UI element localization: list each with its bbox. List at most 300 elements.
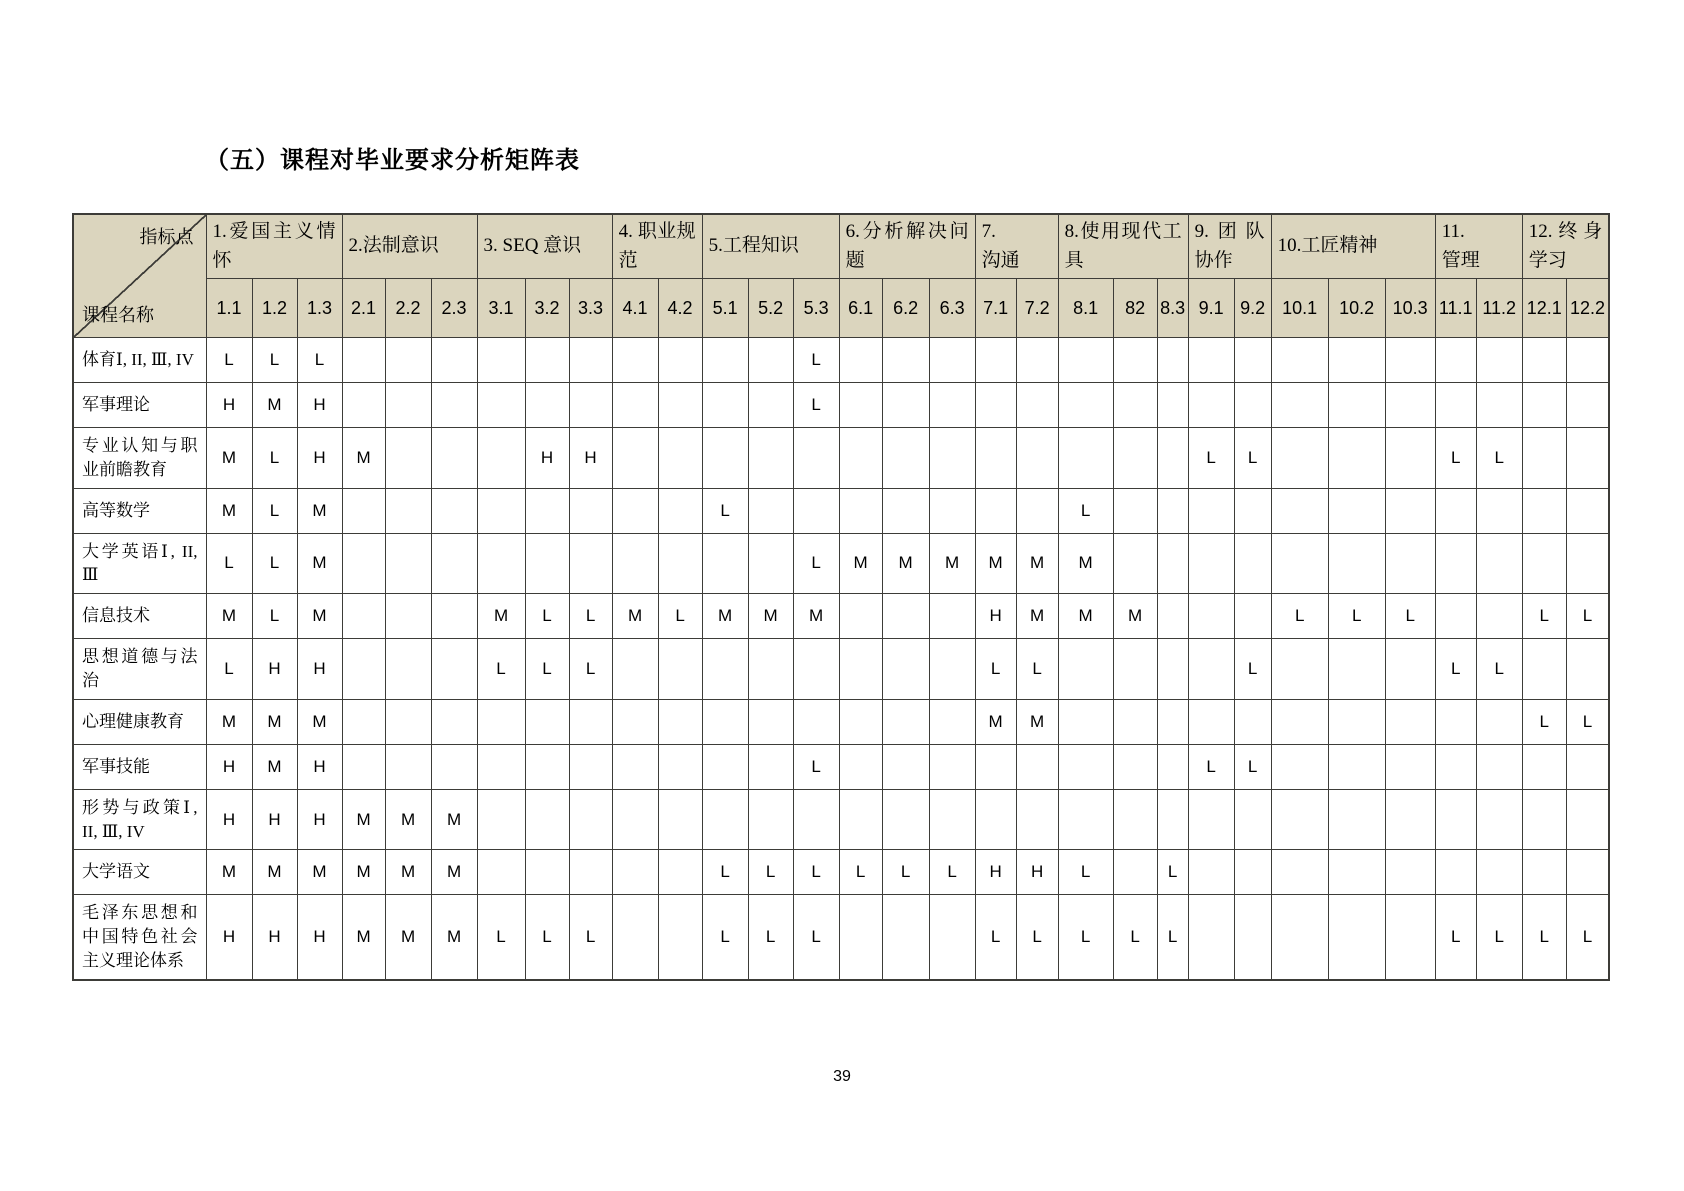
matrix-cell: L [1522,594,1566,639]
table-row [73,428,1609,489]
matrix-cell [1058,428,1113,489]
matrix-cell [929,744,975,789]
matrix-cell [839,338,882,383]
table-row [73,594,1609,639]
matrix-cell: L [1157,850,1188,895]
matrix-cell: L [975,895,1016,980]
matrix-cell: M [431,850,477,895]
matrix-cell [1328,639,1385,700]
matrix-cell [385,594,431,639]
matrix-cell: M [385,895,431,980]
matrix-cell [975,428,1016,489]
matrix-cell: M [431,789,477,850]
matrix-cell [477,850,525,895]
matrix-cell [702,699,748,744]
matrix-body [73,338,1609,980]
matrix-cell: M [342,789,385,850]
matrix-cell [1328,428,1385,489]
matrix-cell [342,383,385,428]
matrix-cell [477,383,525,428]
matrix-cell: L [702,850,748,895]
matrix-cell [1385,895,1435,980]
table-row [73,789,1609,850]
matrix-cell: L [1271,594,1328,639]
group-header: 3. SEQ 意识 [477,214,612,279]
matrix-cell: M [702,594,748,639]
matrix-cell [1435,699,1476,744]
matrix-cell [569,744,612,789]
matrix-cell: L [1476,428,1522,489]
matrix-cell [658,699,702,744]
matrix-cell [431,699,477,744]
matrix-cell [1188,488,1234,533]
group-header: 2.法制意识 [342,214,477,279]
matrix-cell: H [297,428,342,489]
matrix-cell: L [839,850,882,895]
matrix-cell [1157,699,1188,744]
matrix-cell [525,850,569,895]
matrix-cell [1271,895,1328,980]
matrix-cell [1234,488,1271,533]
matrix-cell [1476,533,1522,594]
matrix-cell: M [839,533,882,594]
matrix-cell: M [975,699,1016,744]
group-header: 4. 职业规范 [612,214,702,279]
matrix-cell [1271,699,1328,744]
matrix-cell [1385,744,1435,789]
matrix-cell [1328,744,1385,789]
indicator-col-header: 8.1 [1058,279,1113,338]
matrix-cell [702,533,748,594]
matrix-cell [1328,850,1385,895]
matrix-cell [1113,428,1157,489]
matrix-cell [1566,850,1609,895]
matrix-cell: M [206,488,252,533]
matrix-cell: M [297,699,342,744]
matrix-cell: M [882,533,929,594]
matrix-cell [1328,338,1385,383]
indicator-col-header: 11.2 [1476,279,1522,338]
matrix-cell: M [297,850,342,895]
matrix-cell [342,338,385,383]
indicator-col-header: 1.3 [297,279,342,338]
page-title: （五）课程对毕业要求分析矩阵表 [205,146,580,174]
matrix-cell [612,488,658,533]
matrix-cell [882,383,929,428]
matrix-cell [569,383,612,428]
matrix-cell [702,383,748,428]
matrix-cell [748,428,793,489]
matrix-cell: H [297,895,342,980]
matrix-cell [1058,338,1113,383]
matrix-cell [1522,744,1566,789]
matrix-cell [431,488,477,533]
matrix-cell [1113,789,1157,850]
matrix-cell [431,383,477,428]
matrix-cell: M [297,533,342,594]
matrix-cell [1522,338,1566,383]
matrix-cell [1113,533,1157,594]
matrix-cell [929,639,975,700]
course-name-cell: 军事理论 [73,383,206,428]
matrix-cell [748,383,793,428]
indicator-col-header: 5.1 [702,279,748,338]
matrix-cell: H [297,789,342,850]
matrix-cell: H [206,789,252,850]
matrix-cell: H [252,639,297,700]
matrix-cell [1385,850,1435,895]
group-header: 5.工程知识 [702,214,839,279]
matrix-cell: M [342,428,385,489]
matrix-cell [793,639,839,700]
indicator-col-header: 12.1 [1522,279,1566,338]
table-row [73,744,1609,789]
matrix-cell: L [748,850,793,895]
matrix-cell [1016,744,1058,789]
matrix-cell [569,850,612,895]
indicator-col-header: 2.1 [342,279,385,338]
matrix-cell: H [252,895,297,980]
matrix-cell [385,488,431,533]
matrix-cell: L [1385,594,1435,639]
matrix-cell: L [793,383,839,428]
matrix-cell: L [252,533,297,594]
matrix-cell [612,699,658,744]
matrix-cell [929,488,975,533]
indicator-col-header: 10.3 [1385,279,1435,338]
matrix-cell [1476,850,1522,895]
matrix-cell [385,428,431,489]
matrix-cell: M [297,488,342,533]
matrix-cell: L [1566,594,1609,639]
matrix-cell [1234,383,1271,428]
matrix-cell: M [431,895,477,980]
matrix-cell [1016,428,1058,489]
matrix-cell [1058,383,1113,428]
indicator-header-row [73,279,1609,338]
matrix-cell [658,383,702,428]
matrix-cell: L [569,895,612,980]
matrix-cell [1016,338,1058,383]
matrix-cell [342,594,385,639]
matrix-cell [612,428,658,489]
matrix-cell [431,428,477,489]
matrix-cell [1435,850,1476,895]
matrix-cell: M [252,699,297,744]
matrix-cell [702,338,748,383]
matrix-cell [569,789,612,850]
course-name-cell: 信息技术 [73,594,206,639]
table-row [73,850,1609,895]
matrix-cell: M [252,850,297,895]
matrix-cell [1522,383,1566,428]
matrix-cell [477,338,525,383]
matrix-cell: M [1016,594,1058,639]
indicator-col-header: 9.1 [1188,279,1234,338]
course-name-cell: 高等数学 [73,488,206,533]
matrix-cell [658,533,702,594]
matrix-cell [702,639,748,700]
matrix-cell [929,428,975,489]
matrix-cell [1271,488,1328,533]
matrix-cell: L [1058,895,1113,980]
matrix-cell [431,533,477,594]
matrix-cell [929,699,975,744]
matrix-cell [1435,789,1476,850]
group-header: 7. 沟通 [975,214,1058,279]
table-row [73,533,1609,594]
matrix-cell [612,383,658,428]
matrix-cell [1435,338,1476,383]
matrix-cell: L [252,488,297,533]
matrix-cell [1157,428,1188,489]
matrix-cell [975,383,1016,428]
matrix-cell [431,639,477,700]
matrix-cell [1157,639,1188,700]
table-row [73,338,1609,383]
matrix-cell [929,338,975,383]
matrix-cell [1058,639,1113,700]
matrix-cell [748,639,793,700]
course-name-cell: 心理健康教育 [73,699,206,744]
matrix-cell [793,488,839,533]
matrix-cell [1522,488,1566,533]
matrix-cell [1271,850,1328,895]
matrix-cell [525,488,569,533]
matrix-cell [1058,789,1113,850]
matrix-cell [658,639,702,700]
course-requirement-matrix-table [72,213,1610,981]
matrix-cell [1157,744,1188,789]
indicator-col-header: 3.3 [569,279,612,338]
indicator-col-header: 11.1 [1435,279,1476,338]
indicator-col-header: 10.2 [1328,279,1385,338]
indicator-col-header: 4.2 [658,279,702,338]
indicator-col-header: 3.2 [525,279,569,338]
matrix-cell [385,383,431,428]
matrix-cell [1435,383,1476,428]
corner-header-cell [73,214,206,338]
matrix-cell: L [206,338,252,383]
matrix-cell: M [252,383,297,428]
indicator-col-header: 1.2 [252,279,297,338]
matrix-cell: M [206,699,252,744]
matrix-cell [1271,789,1328,850]
indicator-col-header: 4.1 [612,279,658,338]
table-row [73,488,1609,533]
matrix-cell [1157,533,1188,594]
matrix-cell: H [569,428,612,489]
matrix-cell [975,789,1016,850]
matrix-cell [1058,699,1113,744]
matrix-cell [975,744,1016,789]
matrix-cell: M [206,594,252,639]
matrix-cell [658,338,702,383]
matrix-cell [612,533,658,594]
indicator-col-header: 6.1 [839,279,882,338]
matrix-cell [342,639,385,700]
matrix-cell: L [1522,895,1566,980]
matrix-cell: M [206,850,252,895]
matrix-cell [525,744,569,789]
matrix-cell [1522,428,1566,489]
matrix-cell [1271,383,1328,428]
matrix-cell: L [1328,594,1385,639]
matrix-cell [477,533,525,594]
matrix-cell: M [252,744,297,789]
matrix-cell [793,428,839,489]
matrix-cell [1522,533,1566,594]
matrix-cell [1058,744,1113,789]
matrix-cell [1328,383,1385,428]
matrix-cell: H [206,895,252,980]
indicator-col-header: 7.1 [975,279,1016,338]
matrix-cell: M [477,594,525,639]
matrix-cell [1188,383,1234,428]
indicator-col-header: 5.3 [793,279,839,338]
matrix-cell: L [1016,895,1058,980]
matrix-cell [1234,338,1271,383]
matrix-cell [1157,383,1188,428]
matrix-cell [1271,639,1328,700]
indicator-col-header: 2.2 [385,279,431,338]
matrix-cell [1476,383,1522,428]
table-row [73,383,1609,428]
matrix-cell [612,789,658,850]
matrix-cell [839,488,882,533]
matrix-cell [1234,895,1271,980]
matrix-cell [1188,699,1234,744]
matrix-cell [431,594,477,639]
matrix-cell [385,533,431,594]
matrix-cell: M [297,594,342,639]
matrix-cell [477,699,525,744]
matrix-cell: L [793,850,839,895]
matrix-cell: L [1157,895,1188,980]
corner-label-indicator: 指标点 [139,227,194,247]
matrix-cell: M [342,895,385,980]
matrix-cell [1385,488,1435,533]
matrix-cell [569,338,612,383]
group-header: 9.团队协作 [1188,214,1271,279]
matrix-cell [748,789,793,850]
matrix-cell: L [1566,895,1609,980]
page-number: 39 [833,1068,851,1085]
matrix-cell [882,699,929,744]
matrix-cell [929,895,975,980]
matrix-cell [882,789,929,850]
matrix-cell [1328,789,1385,850]
matrix-cell [1271,338,1328,383]
matrix-cell: H [206,744,252,789]
matrix-cell [702,744,748,789]
matrix-cell [929,789,975,850]
matrix-cell [1113,383,1157,428]
matrix-cell: M [385,789,431,850]
matrix-cell [1566,428,1609,489]
matrix-cell [929,594,975,639]
course-name-cell: 大学英语Ⅰ, II, Ⅲ [73,533,206,594]
matrix-cell [1271,533,1328,594]
matrix-cell [612,895,658,980]
matrix-cell [839,428,882,489]
matrix-cell: M [929,533,975,594]
matrix-cell: L [702,488,748,533]
matrix-cell: L [206,639,252,700]
matrix-cell [1385,428,1435,489]
matrix-cell [1188,895,1234,980]
indicator-col-header: 9.2 [1234,279,1271,338]
matrix-cell: L [793,533,839,594]
matrix-cell [1522,639,1566,700]
group-header: 6.分析解决问题 [839,214,975,279]
matrix-cell [1566,639,1609,700]
matrix-cell: H [206,383,252,428]
matrix-cell [1271,428,1328,489]
matrix-cell [1113,744,1157,789]
matrix-cell: L [569,639,612,700]
matrix-cell: M [975,533,1016,594]
matrix-cell [525,533,569,594]
matrix-cell [839,699,882,744]
matrix-cell: L [1234,744,1271,789]
matrix-cell [793,789,839,850]
matrix-cell [1113,699,1157,744]
matrix-cell: L [1435,895,1476,980]
group-header: 11. 管理 [1435,214,1522,279]
matrix-cell [1476,699,1522,744]
matrix-cell: L [1566,699,1609,744]
matrix-cell: M [342,850,385,895]
matrix-cell: L [477,639,525,700]
matrix-cell [1188,850,1234,895]
matrix-cell [702,789,748,850]
matrix-cell [1157,594,1188,639]
matrix-cell [1113,639,1157,700]
matrix-cell [1188,594,1234,639]
matrix-cell: M [1058,533,1113,594]
matrix-cell [1328,699,1385,744]
group-header: 10.工匠精神 [1271,214,1435,279]
matrix-cell [1016,383,1058,428]
matrix-cell [658,744,702,789]
matrix-cell [1566,744,1609,789]
group-header: 12.终身学习 [1522,214,1609,279]
matrix-cell [1113,850,1157,895]
indicator-col-header: 3.1 [477,279,525,338]
indicator-col-header: 12.2 [1566,279,1609,338]
matrix-cell [882,744,929,789]
matrix-cell [839,895,882,980]
matrix-cell [569,699,612,744]
matrix-cell [1234,594,1271,639]
matrix-cell [1435,594,1476,639]
matrix-cell [1234,850,1271,895]
matrix-cell [385,699,431,744]
indicator-col-header: 6.2 [882,279,929,338]
group-header: 1.爱国主义情怀 [206,214,342,279]
matrix-cell: L [252,594,297,639]
matrix-cell [1385,789,1435,850]
matrix-cell [342,488,385,533]
matrix-cell [385,338,431,383]
matrix-cell [658,488,702,533]
matrix-cell: L [525,594,569,639]
matrix-cell [1476,488,1522,533]
matrix-cell [1328,895,1385,980]
matrix-cell [882,639,929,700]
matrix-cell [1566,383,1609,428]
